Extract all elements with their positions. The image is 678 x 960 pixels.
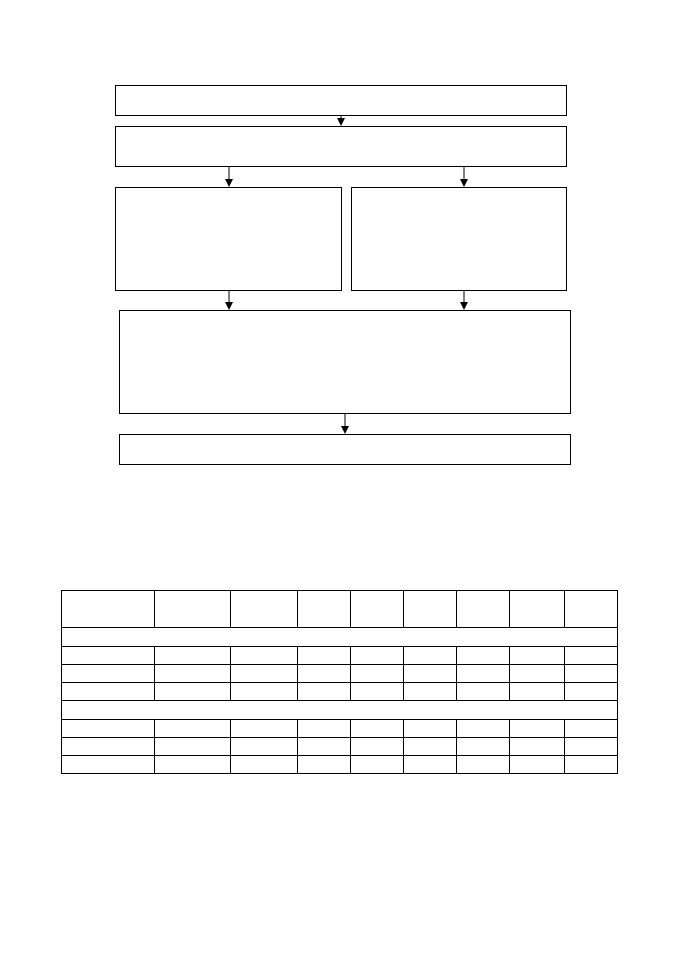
table-cell — [457, 720, 510, 738]
table-cell — [457, 665, 510, 683]
arrow-right-to-merge — [460, 291, 468, 310]
table-cell — [457, 756, 510, 774]
table-cell — [565, 756, 618, 774]
table-cell — [298, 738, 351, 756]
table-cell — [510, 756, 565, 774]
table-cell — [231, 647, 298, 665]
arrow-second-to-left — [225, 167, 233, 187]
table-cell — [231, 756, 298, 774]
table-cell — [155, 720, 231, 738]
table-cell — [298, 647, 351, 665]
table-header-cell — [231, 591, 298, 628]
table-cell — [231, 665, 298, 683]
table-section-row — [62, 701, 618, 720]
table-cell — [155, 647, 231, 665]
flowchart-box-left-branch — [115, 187, 342, 291]
table-cell — [565, 720, 618, 738]
table-header-cell — [298, 591, 351, 628]
table-cell — [62, 647, 155, 665]
table-cell — [231, 720, 298, 738]
table-cell — [510, 720, 565, 738]
data-table — [61, 590, 618, 774]
table-cell — [510, 665, 565, 683]
table-row — [62, 683, 618, 701]
table-row — [62, 665, 618, 683]
table-cell — [155, 738, 231, 756]
table-cell — [298, 720, 351, 738]
arrow-merge-to-bottom — [341, 414, 349, 434]
table-cell — [457, 683, 510, 701]
table-cell — [298, 665, 351, 683]
table-header-row — [62, 591, 618, 628]
table-cell — [404, 720, 457, 738]
table-cell — [155, 665, 231, 683]
table-section-label — [62, 628, 618, 647]
table-cell — [62, 665, 155, 683]
table-header-cell — [404, 591, 457, 628]
table-cell — [351, 756, 404, 774]
table-cell — [404, 683, 457, 701]
table-cell — [231, 738, 298, 756]
table-row — [62, 738, 618, 756]
table-cell — [351, 720, 404, 738]
table-row — [62, 647, 618, 665]
arrow-second-to-right — [460, 167, 468, 187]
table-cell — [351, 647, 404, 665]
table-cell — [510, 683, 565, 701]
table-row — [62, 756, 618, 774]
table-row — [62, 720, 618, 738]
table-cell — [155, 683, 231, 701]
table-cell — [62, 683, 155, 701]
arrow-left-to-merge — [225, 291, 233, 310]
table-cell — [404, 756, 457, 774]
table-cell — [565, 665, 618, 683]
table-cell — [404, 738, 457, 756]
table-cell — [351, 683, 404, 701]
table-cell — [565, 738, 618, 756]
table-cell — [62, 720, 155, 738]
table-cell — [457, 647, 510, 665]
table-header-cell — [565, 591, 618, 628]
table-cell — [404, 665, 457, 683]
table-cell — [565, 647, 618, 665]
table-section-label — [62, 701, 618, 720]
table-header-cell — [155, 591, 231, 628]
table-header-cell — [351, 591, 404, 628]
table-cell — [62, 756, 155, 774]
table-cell — [510, 647, 565, 665]
flowchart-box-right-branch — [351, 187, 567, 291]
arrow-top-to-second — [337, 116, 345, 126]
table-header-cell — [457, 591, 510, 628]
table-cell — [62, 738, 155, 756]
table-cell — [298, 683, 351, 701]
flowchart-box-merge — [119, 310, 571, 414]
table-cell — [231, 683, 298, 701]
table-cell — [565, 683, 618, 701]
table-cell — [351, 665, 404, 683]
flowchart-box-second — [115, 126, 567, 167]
table-cell — [457, 738, 510, 756]
table-cell — [155, 756, 231, 774]
flowchart-box-bottom — [119, 434, 571, 465]
table-section-row — [62, 628, 618, 647]
table-header-cell — [62, 591, 155, 628]
table-cell — [351, 738, 404, 756]
flowchart-box-top — [115, 85, 567, 116]
table-cell — [510, 738, 565, 756]
table-cell — [298, 756, 351, 774]
table-header-cell — [510, 591, 565, 628]
table-cell — [404, 647, 457, 665]
